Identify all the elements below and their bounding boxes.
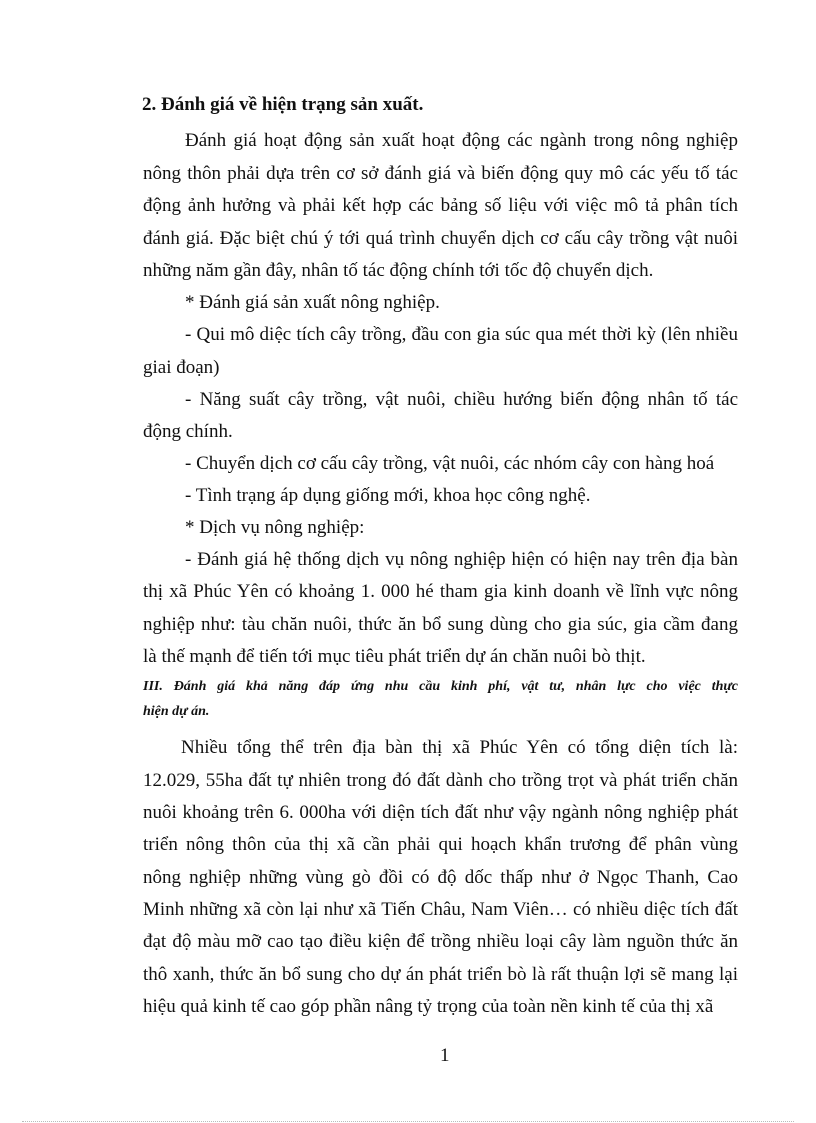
section-heading: 2. Đánh giá về hiện trạng sản xuất. — [142, 94, 424, 115]
bullet-agriculture: * Đánh giá sản xuất nông nghiệp. — [185, 292, 440, 313]
list-item-shift: - Chuyển dịch cơ cấu cây trồng, vật nuôi, các nhóm cây con hàng hoá — [185, 453, 715, 474]
list-item-service: - Đánh giá hệ thống dịch vụ nông nghiệp hiện có hiện nay trên địa bàn — [185, 549, 738, 570]
paragraph-line: đánh giá. Đặc biệt chú ý tới quá trình chuyển dịch cơ cấu cây trồng vật nuôi — [143, 228, 738, 249]
list-item-scale: - Qui mô diệc tích cây trồng, đầu con gia súc qua mét thời kỳ (lên nhiều — [185, 324, 738, 345]
paragraph-line: Nhiều tổng thể trên địa bàn thị xã Phúc Yên có tổng diện tích là: — [181, 737, 738, 758]
list-item-yield: - Năng suất cây trồng, vật nuôi, chiều hướng biến động nhân tố tác — [185, 389, 738, 410]
paragraph-line: nuôi khoảng trên 6. 000ha với diện tích đất như vậy ngành nông nghiệp phát — [143, 802, 738, 823]
paragraph-line: động ảnh hưởng và phải kết hợp các bảng số liệu với việc mô tả phân tích — [143, 195, 738, 216]
bullet-service: * Dịch vụ nông nghiệp: — [185, 517, 365, 538]
paragraph-line: thô xanh, thức ăn bổ sung cho dự án phát triển bò là rất thuận lợi sẽ mang lại — [143, 964, 738, 985]
paragraph-line: nông nghiệp những vùng gò đồi có độ dốc thấp như ở Ngọc Thanh, Cao — [143, 867, 738, 888]
paragraph-line: nông thôn phải dựa trên cơ sở đánh giá và biến động quy mô các yếu tố tác — [143, 163, 738, 184]
page-number: 1 — [440, 1045, 450, 1066]
list-item-tech: - Tình trạng áp dụng giống mới, khoa học công nghệ. — [185, 485, 591, 506]
section-3-heading-cont: hiện dự án. — [143, 704, 210, 719]
list-item-yield-cont: động chính. — [143, 421, 233, 442]
paragraph-line: 12.029, 55ha đất tự nhiên trong đó đất dành cho trồng trọt và phát triển chăn — [143, 770, 738, 791]
page-boundary-divider — [22, 1121, 794, 1122]
paragraph-line: Minh những xã còn lại như xã Tiến Châu, Nam Viên… có nhiều diệc tích đất — [143, 899, 738, 920]
section-3-heading: III. Đánh giá khả năng đáp ứng nhu cầu kinh phí, vật tư, nhân lực cho việc thực — [143, 679, 738, 694]
paragraph-line: những năm gần đây, nhân tố tác động chính tới tốc độ chuyển dịch. — [143, 260, 654, 281]
paragraph-line: là thế mạnh để tiến tới mục tiêu phát triển dự án chăn nuôi bò thịt. — [143, 646, 646, 667]
paragraph-line: nghiệp như: tàu chăn nuôi, thức ăn bổ sung dùng cho gia súc, gia cầm đang — [143, 614, 738, 635]
paragraph-line: Đánh giá hoạt động sản xuất hoạt động các ngành trong nông nghiệp — [185, 130, 738, 151]
paragraph-line: hiệu quả kinh tế cao góp phần nâng tỷ trọng của toàn nền kinh tế của thị xã — [143, 996, 714, 1017]
paragraph-line: đạt độ màu mỡ cao tạo điều kiện để trồng nhiều loại cây làm nguồn thức ăn — [143, 931, 738, 952]
list-item-scale-cont: giai đoạn) — [143, 357, 220, 378]
paragraph-line: triển nông thôn của thị xã cần phải qui hoạch khẩn trương để phân vùng — [143, 834, 738, 855]
paragraph-line: thị xã Phúc Yên có khoảng 1. 000 hé tham gia kinh doanh về lĩnh vực nông — [143, 581, 738, 602]
